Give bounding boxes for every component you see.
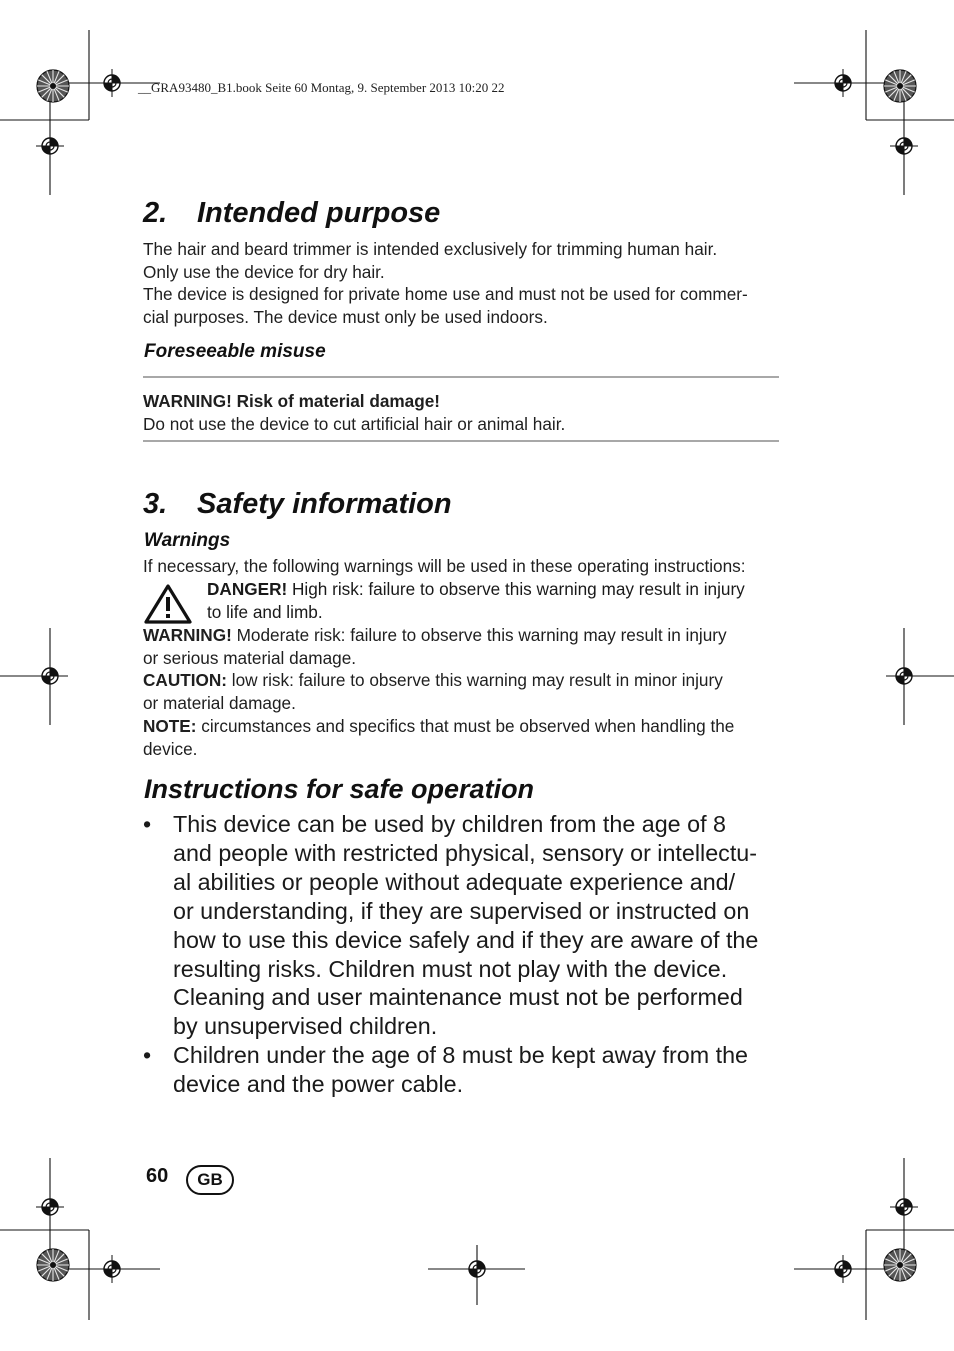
crop-lines [0,30,954,1320]
registration-crosshair-icon [36,69,918,1283]
page-number: 60 [146,1165,169,1187]
paragraph-line: cial purposes. The device must only be used indoors. [143,307,548,328]
item-line: and people with restricted physical, sensory or intellectu- [173,839,758,866]
item-line: al abilities or people without adequate experience and/ [173,868,736,895]
item-line: device and the power cable. [173,1071,464,1098]
paragraph-line: The device is designed for private home use and must not be used for commer- [143,284,748,305]
material-warning-text: Do not use the device to cut artificial hair or animal hair. [143,413,566,434]
item-line: or understanding, if they are supervised or instructed on [173,897,750,924]
section-2-title: Intended purpose [197,197,441,229]
note-text: circumstances and specifics that must be observed when handling the [196,715,735,736]
section-2-number: 2. [143,197,168,229]
warnings-intro: If necessary, the following warnings will be used in these operating instructions: [143,556,746,576]
color-calibration-wheel-icon [37,70,916,1281]
section-3-title: Safety information [197,488,452,520]
item-line: Cleaning and user maintenance must not be performed [173,984,743,1011]
caution-definition-cont: or material damage. [143,693,296,714]
warning-text: Moderate risk: failure to observe this warning may result in injury [231,625,727,645]
section-3-number: 3. [143,488,168,520]
caution-text: low risk: failure to observe this warning may result in minor injury [227,670,723,691]
item-line: by unsupervised children. [173,1013,438,1040]
paragraph-line: The hair and beard trimmer is intended exclusively for trimming human hair. [143,239,718,259]
item-line: how to use this device safely and if they are aware of the [173,926,759,953]
misuse-subheading: Foreseeable misuse [144,341,326,362]
note-label: NOTE: [143,715,197,736]
language-badge: GB [186,1165,234,1195]
paragraph-line: Only use the device for dry hair. [143,261,385,282]
bullet-icon: • [143,811,152,837]
material-warning-title: WARNING! Risk of material damage! [143,391,441,411]
warnings-subheading: Warnings [144,530,231,551]
item-line: This device can be used by children from the age of 8 [173,811,726,837]
danger-label: DANGER! [207,579,288,599]
danger-text: High risk: failure to observe this warning may result in injury [287,579,745,599]
item-line: Children under the age of 8 must be kept away from the [173,1042,748,1069]
printer-slug-line: __GRA93480_B1.book Seite 60 Montag, 9. September 2013 10:20 22 [138,80,505,95]
warning-label: WARNING! [143,625,232,645]
danger-definition-line2: to life and limb. [207,602,323,622]
caution-label: CAUTION: [143,670,228,691]
warning-definition-cont: or serious material damage. [143,647,357,668]
item-line: resulting risks. Children must not play with the device. [173,955,728,982]
bullet-icon: • [143,1042,152,1069]
note-definition-cont: device. [143,738,198,759]
instructions-heading: Instructions for safe operation [144,774,535,804]
